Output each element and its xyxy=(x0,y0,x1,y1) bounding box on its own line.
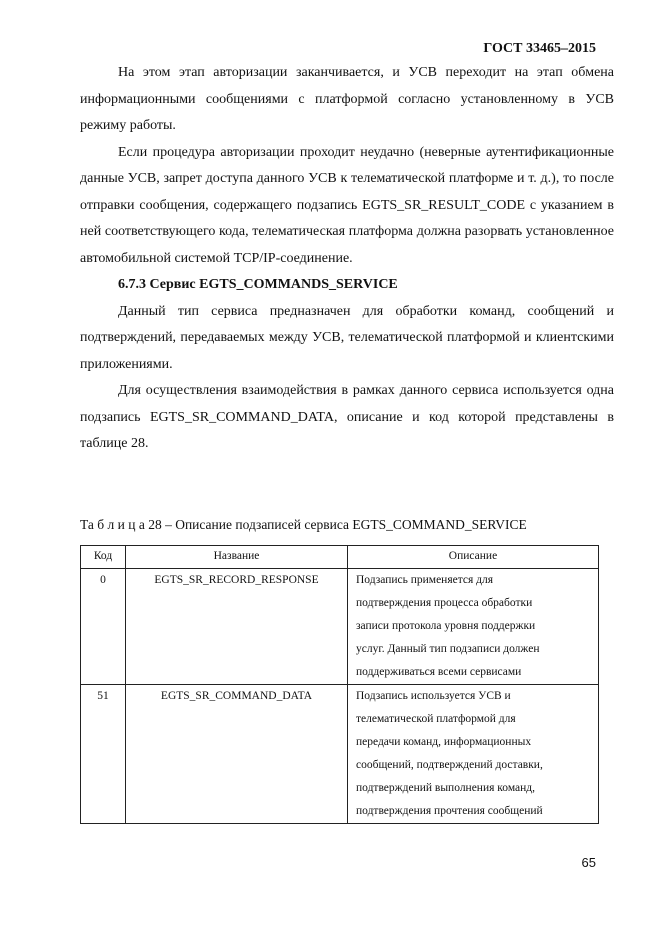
paragraph: На этом этап авторизации заканчивается, и УСВ переходит на этап обмена информационными сообщениями с платформой согласно установленному в УСВ режиму работы. xyxy=(80,65,614,133)
page-number: 65 xyxy=(581,855,596,870)
description-line: записи протокола уровня поддержки xyxy=(356,620,536,632)
cell-description xyxy=(348,569,599,685)
paragraph: Для осуществления взаимодействия в рамках данного сервиса используется одна подзапись EGTS_SR_COMMAND_DATA, описание и код которой представлены в таблице 28. xyxy=(80,383,614,451)
description-line: подтверждений выполнения команд, xyxy=(356,782,536,794)
table-row xyxy=(81,685,599,824)
description-line: Подзапись используется УСВ и xyxy=(356,690,511,702)
column-header-name: Название xyxy=(126,546,348,569)
subrecords-table xyxy=(80,545,599,824)
description-line: передачи команд, информационных xyxy=(356,736,532,748)
description-line: Подзапись применяется для xyxy=(356,574,494,586)
cell-name: EGTS_SR_COMMAND_DATA xyxy=(126,685,348,824)
table-header-row xyxy=(81,546,599,569)
table-caption: Та б л и ц а 28 – Описание подзаписей сервиса EGTS_COMMAND_SERVICE xyxy=(80,517,527,532)
cell-description xyxy=(348,685,599,824)
description-line: подтверждения процесса обработки xyxy=(356,597,533,609)
cell-code: 51 xyxy=(81,685,126,824)
table-row xyxy=(81,569,599,685)
description-line: услуг. Данный тип подзаписи должен xyxy=(356,643,540,655)
cell-code: 0 xyxy=(81,569,126,685)
standard-header: ГОСТ 33465–2015 xyxy=(483,41,596,56)
paragraph: Данный тип сервиса предназначен для обработки команд, сообщений и подтверждений, передаваемых между УСВ, телематической платформой и клиентскими приложениями. xyxy=(80,303,614,372)
cell-name: EGTS_SR_RECORD_RESPONSE xyxy=(126,569,348,685)
column-header-description: Описание xyxy=(348,546,599,569)
body-text xyxy=(80,60,614,458)
description-line: поддерживаться всеми сервисами xyxy=(356,666,522,678)
section-heading: 6.7.3 Сервис EGTS_COMMANDS_SERVICE xyxy=(118,277,398,292)
description-line: телематической платформой для xyxy=(356,713,516,725)
paragraph: Если процедура авторизации проходит неудачно (неверные аутентификационные данные УСВ, запрет доступа данного УСВ к телематической платформе и т. д.), то после отправки сообщения, содержащего подзапись EGTS_SR_RESULT_CODE с указанием в ней соответствующего кода, телематическая платформа должна разорвать установленное автомобильной системой TCP/IP-соединение. xyxy=(80,144,614,266)
description-line: сообщений, подтверждений доставки, xyxy=(356,759,543,771)
column-header-code: Код xyxy=(81,546,126,569)
description-line: подтверждения прочтения сообщений xyxy=(356,805,543,817)
